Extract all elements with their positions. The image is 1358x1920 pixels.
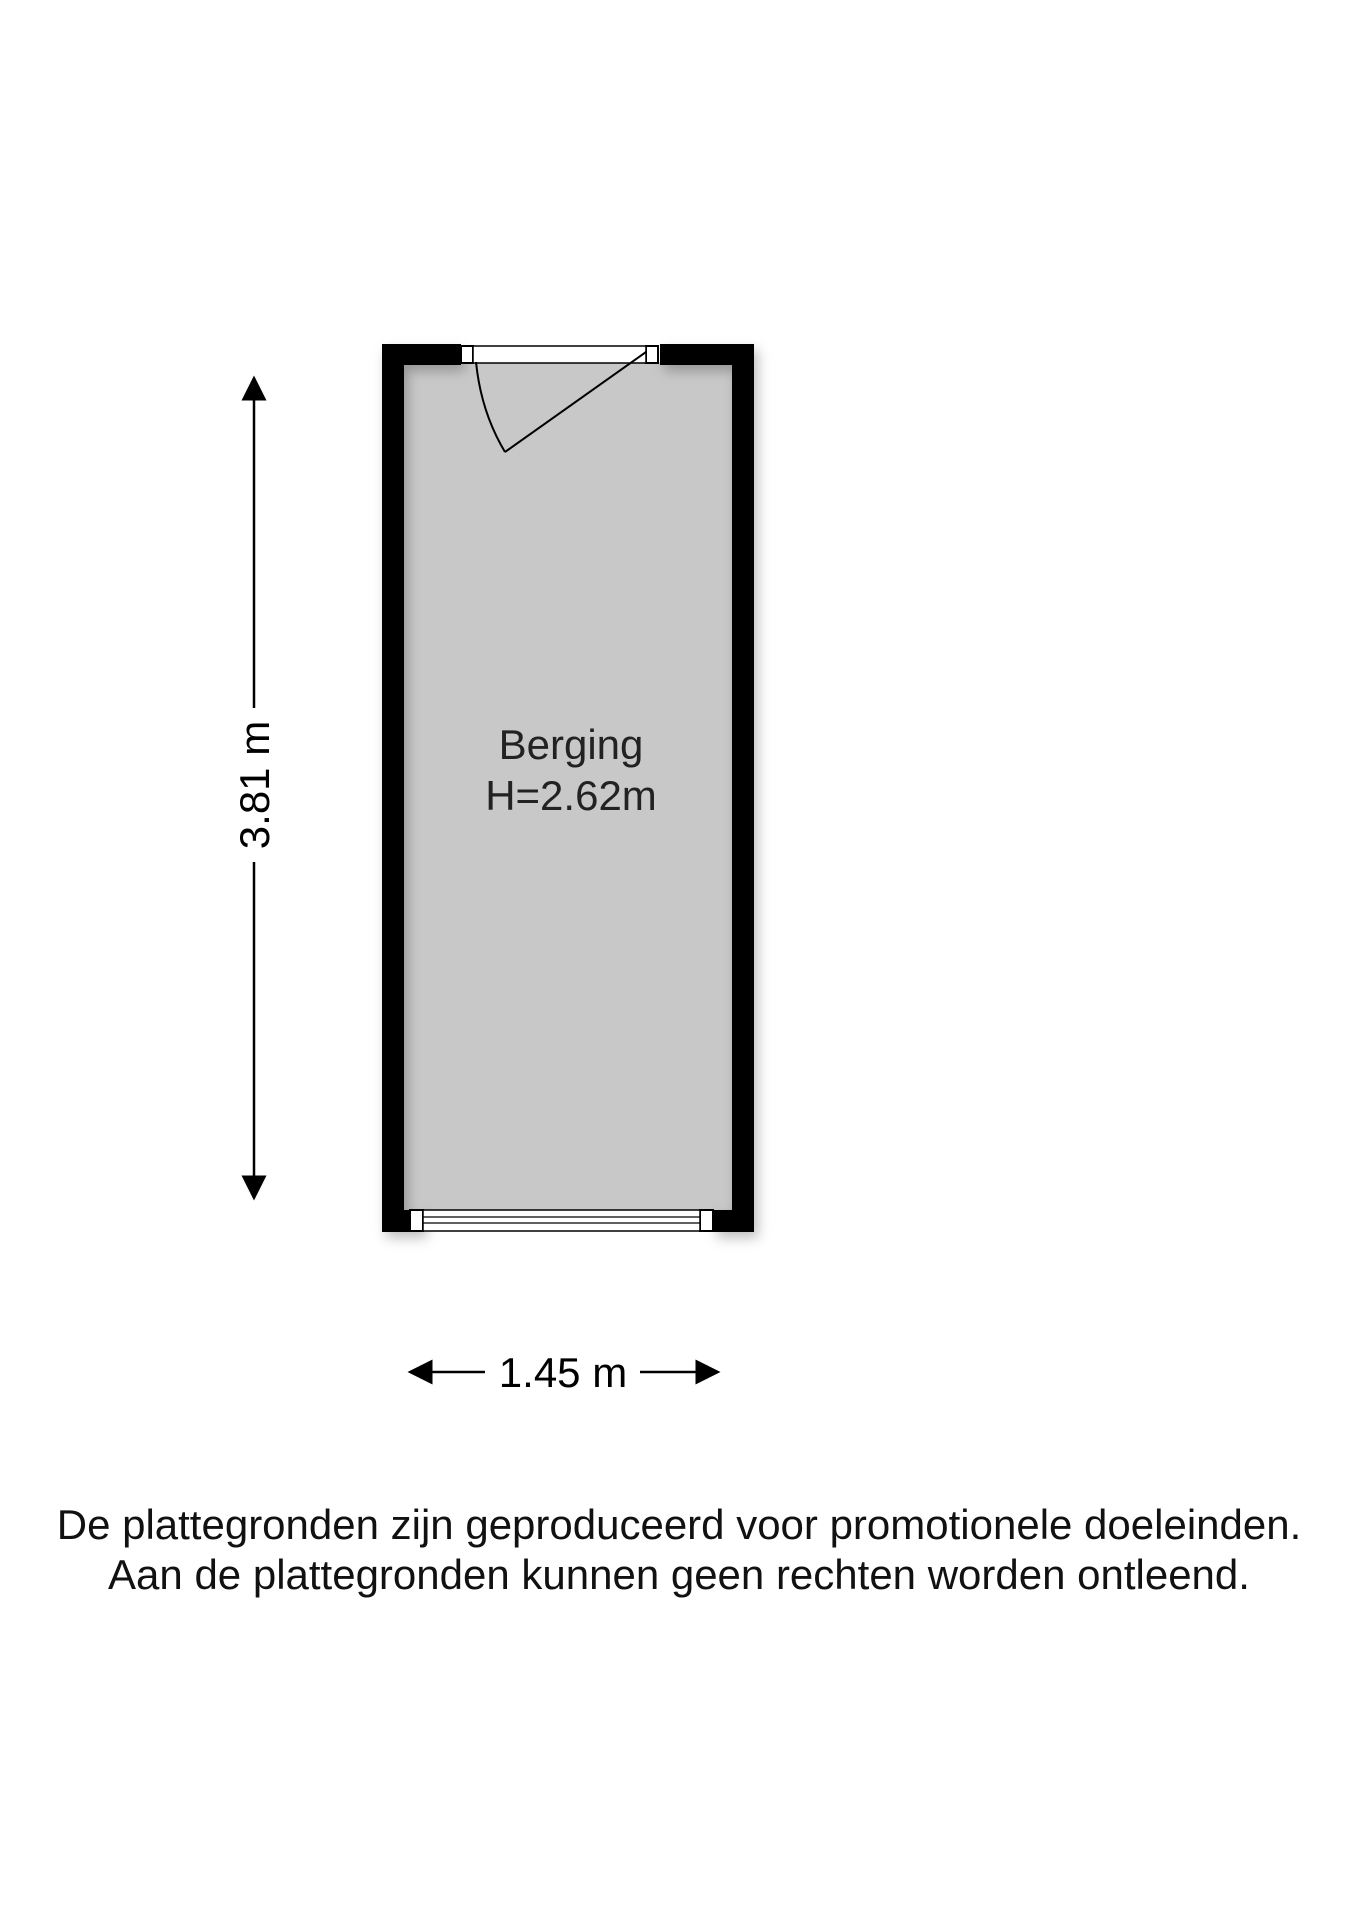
door-jamb-left-icon xyxy=(461,346,473,363)
door-threshold xyxy=(473,346,646,363)
room-name: Berging xyxy=(498,721,644,768)
window-jamb-left-icon xyxy=(410,1210,423,1231)
window xyxy=(410,1210,713,1231)
vertical-dimension xyxy=(231,378,278,1198)
top-wall-right xyxy=(660,344,754,365)
left-wall xyxy=(382,344,404,1232)
disclaimer-line-1: De plattegronden zijn geproduceerd voor promotionele doeleinden. xyxy=(56,1501,1302,1548)
horizontal-dimension-label: 1.45 m xyxy=(498,1349,628,1396)
disclaimer-line-2: Aan de plattegronden kunnen geen rechten worden ontleend. xyxy=(108,1551,1250,1598)
right-wall xyxy=(732,344,754,1232)
horizontal-dimension xyxy=(410,1349,718,1396)
window-jamb-right-icon xyxy=(700,1210,713,1231)
bottom-wall-right xyxy=(713,1210,754,1232)
top-wall-left xyxy=(382,344,461,365)
vertical-dimension-label: 3.81 m xyxy=(231,720,278,850)
room-height: H=2.62m xyxy=(485,772,657,819)
door-jamb-right-icon xyxy=(646,346,658,363)
window-frame-icon xyxy=(423,1210,700,1231)
